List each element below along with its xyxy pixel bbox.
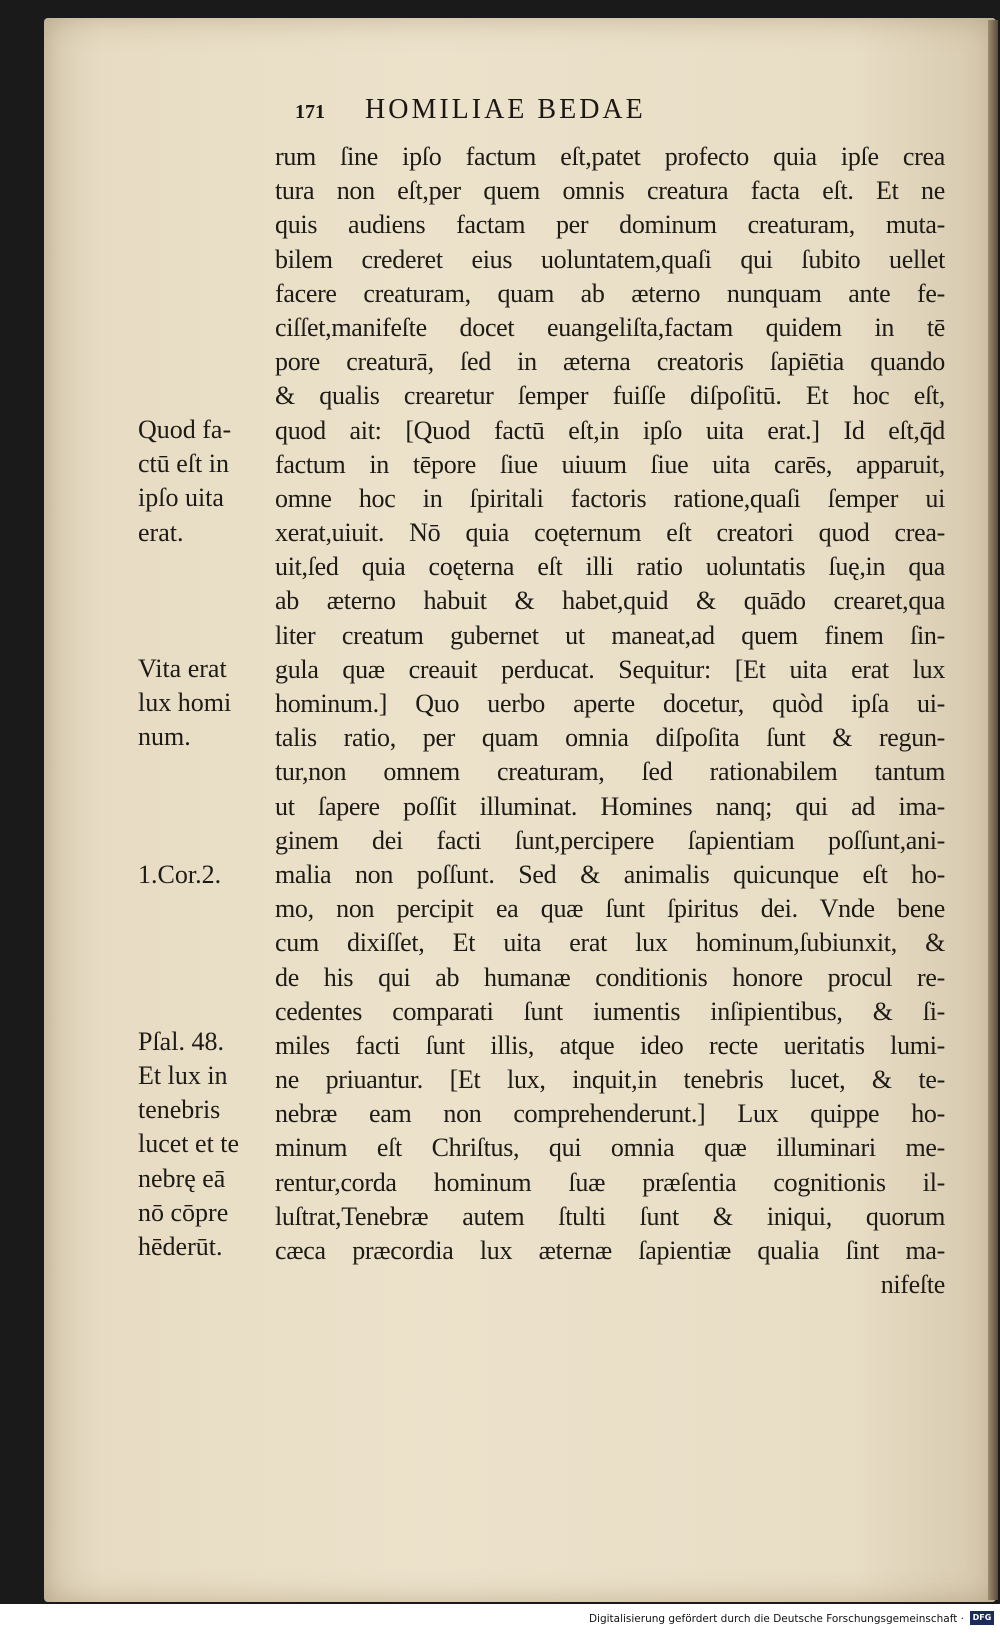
text-line: cæca præcordia lux æternæ ſapientiæ qualia ſint ma- [275,1236,945,1265]
text-line: miles facti ſunt illis, atque ideo recte ueritatis lumi- [275,1030,945,1060]
text-line: ut ſapere poſſit illuminat. Homines nanq; qui ad ima- [275,791,945,821]
text-line: de his qui ab humanæ conditionis honore procul re- [275,962,945,992]
text-line: nebræ eam non comprehenderunt.] Lux quippe ho- [275,1099,945,1129]
marginal-line: ipſo uita [138,483,224,513]
funding-credit: Digitalisierung gefördert durch die Deutsche Forschungsgemeinschaft · [588,1613,964,1625]
marginal-line: erat. [138,517,184,547]
text-line: rentur,corda hominum ſuæ præſentia cognitionis il- [275,1167,945,1197]
text-line: nifeſte [880,1270,945,1300]
marginal-note-et-lux [138,1059,278,1264]
marginal-line: tenebris [138,1095,221,1125]
dfg-logo: DFG [970,1611,994,1625]
text-line: pore creaturā, ſed in æterna creatoris ſapiētia quando [275,347,945,377]
marginal-note-psalm [138,1025,278,1059]
text-line: ne priuantur. [Et lux, inquit,in tenebris lucet, & te- [275,1065,945,1095]
text-line: ciſſet,manifeſte docet euangeliſta,factam quidem in tē [275,312,945,342]
marginal-line: hēderūt. [138,1232,223,1262]
text-line: uit,ſed quia coęterna eſt illi ratio uoluntatis ſuę,in qua [275,552,945,582]
marginal-line: nō cōpre [138,1197,229,1227]
main-text-block [275,140,945,1302]
page-edge [988,20,998,1600]
text-line: malia non poſſunt. Sed & animalis quicunque eſt ho- [275,859,945,889]
marginal-line: lux homi [138,688,232,718]
text-line: gula quæ creauit perducat. Sequitur: [Et uita erat lux [275,654,945,684]
text-line: quis audiens factam per dominum creaturam, muta- [275,210,945,240]
text-line: tura non eſt,per quem omnis creatura facta eſt. Et ne [275,176,945,206]
marginal-line: 1.Cor.2. [138,860,222,889]
text-line: ab æterno habuit & habet,quid & quādo crearet,qua [275,586,945,616]
marginal-line: nebrę eā [138,1163,226,1193]
text-line: talis ratio, per quam omnia diſpoſita ſunt & regun- [275,723,945,753]
text-line: ginem dei facti ſunt,percipere ſapientiam poſſunt,ani- [275,825,945,855]
marginal-line: Quod fa- [138,415,232,444]
text-line: quod ait: [Quod factū eſt,in ipſo uita erat.] Id eſt,q̄d [275,415,945,445]
marginal-line: lucet et te [138,1129,240,1159]
marginal-note-vita-erat [138,652,278,755]
text-line: bilem crederet eius uoluntatem,quaſi qui ſubito uellet [275,244,945,274]
text-line: tur,non omnem creaturam, ſed rationabilem tantum [275,757,945,787]
marginal-line: Et lux in [138,1061,228,1090]
running-title: HOMILIAE BEDAE [365,94,646,125]
text-line: facere creaturam, quam ab æterno nunquam ante fe- [275,278,945,308]
folio-number: 171 [295,101,325,123]
marginal-line: num. [138,722,191,752]
text-line: luſtrat,Tenebræ autem ſtulti ſunt & iniqui, quorum [275,1201,945,1231]
text-line: mo, non percipit ea quæ ſunt ſpiritus dei. Vnde bene [275,894,945,924]
text-line: rum ſine ipſo factum eſt,patet profecto quia ipſe crea [275,142,945,171]
text-line: factum in tēpore ſiue uiuum ſiue uita carēs, apparuit, [275,449,945,479]
marginal-note-quod-factum [138,413,278,550]
text-line: & qualis crearetur ſemper fuiſſe diſpoſitū. Et hoc eſt, [275,381,945,411]
text-line: omne hoc in ſpiritali factoris ratione,quaſi ſemper ui [275,483,945,513]
marginal-note-corinthians [138,858,278,892]
marginal-line: ctū eſt in [138,449,229,479]
text-line: liter creatum gubernet ut maneat,ad quem finem ſin- [275,620,945,650]
marginal-line: Vita erat [138,654,227,683]
text-line: hominum.] Quo uerbo aperte docetur, quòd ipſa ui- [275,689,945,718]
running-header [295,94,646,126]
marginal-line: Pſal. 48. [138,1027,224,1056]
text-line: cedentes comparati ſunt iumentis inſipientibus, & ſi- [275,996,945,1026]
text-line: cum dixiſſet, Et uita erat lux hominum,ſubiunxit, & [275,928,945,958]
digitization-footer [0,1604,1000,1636]
text-line: xerat,uiuit. Nō quia coęternum eſt creatori quod crea- [275,518,945,548]
text-line: minum eſt Chriſtus, qui omnia quæ illuminari me- [275,1133,945,1163]
